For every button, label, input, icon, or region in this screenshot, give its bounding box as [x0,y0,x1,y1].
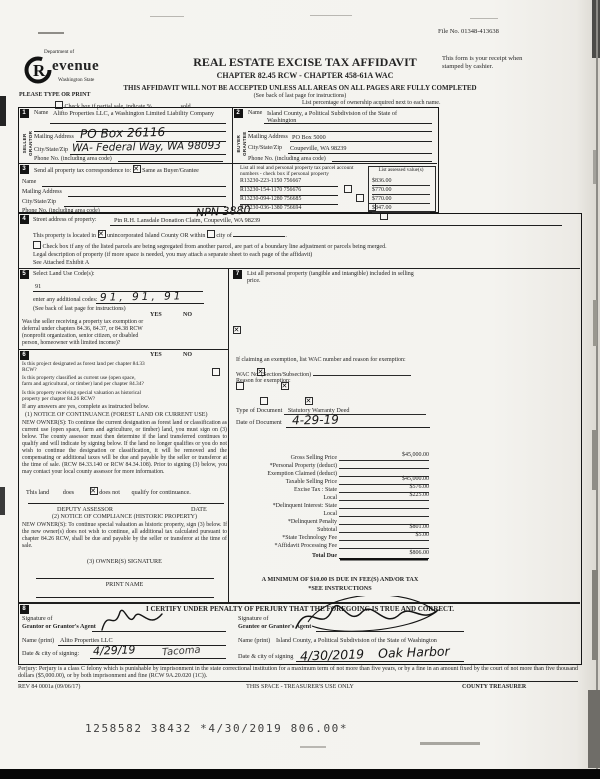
scan-artifact [593,150,596,184]
located-period: . [285,233,287,239]
q3-no-checkbox[interactable] [305,397,313,405]
perjury-paragraph: Perjury: Perjury is a class C felony which is punishable by imprisonment in the state correctional institution for a maximum term of not more than five years, or by a fine in an amount fixed by the court of not more than five thousand dollars ($5,000.00), or by both imprisonment and fine (RCW 9A.20.020 (1C)). [18,666,578,680]
doc-date-line[interactable] [286,427,430,428]
buyer-name-line[interactable] [264,123,432,124]
seller-citystate-line[interactable] [70,154,226,155]
grantor-city-handwritten: Tacoma [161,644,202,659]
does-not-checkbox[interactable] [90,487,98,495]
assessed-value: $770.00 [372,196,430,204]
buyer-phone-label: Phone No. (including area code) [248,156,326,162]
grantee-sig-label-2: Grantee or Grantee's Agent [238,623,312,630]
buyer-citystate-line[interactable] [288,153,432,154]
qualify-does: does [62,489,75,496]
segregated-checkbox[interactable] [33,241,41,249]
no-header: NO [183,312,192,318]
grantee-date-value: 4/30/2019 [299,646,365,664]
qualify-post: qualify for continuance. [131,489,191,496]
city-checkbox[interactable] [207,230,215,238]
columns-divider [228,268,229,602]
grantor-name-line[interactable] [58,645,226,646]
grantee-name-value: Island County, a Political Subdivision of the State of Washington [276,637,437,644]
section-6-number: 6 [20,351,29,360]
doc-date-label: Date of Document [236,419,282,426]
land-use-label: Select Land Use Code(s): [33,271,95,277]
scan-artifact [0,487,5,515]
correspondence-label: Send all property tax correspondence to: [34,168,132,174]
section6-top-rule [18,349,228,350]
scan-artifact [593,300,597,346]
segregated-label: Check box if any of the listed parcels are being segregated from another parcel, are part of a boundary line adjustment or parcels being merged. [42,243,387,250]
money-label: Local [323,511,337,517]
seller-name-label: Name [34,110,49,116]
continuance-paragraph-1: NEW OWNER(S): To continue the current designation as forest land or classification as current use (open space, farm and agriculture, or timber) land, you must sign on (3) below. The county assessor must then determine if the land transferred continues to qualify and will indicate by signing below. If the land no longer qualifies or you do not wish to continue the designation or classification, it will be removed and the compensating or additional taxes will be due and payable by the seller or transferor at the time of sale. (RCW 84.33.140 or RCW 84.34.108). Prior to signing (3) below, you may contact your local county assessor for more information. [22,419,227,475]
deputy-assessor-sign-line[interactable] [28,503,224,504]
money-value[interactable]: $225.00 [339,492,429,501]
grantor-date-label: Date & city of signing: [22,650,80,657]
street-address-handwritten: NPN 3880 [195,203,251,220]
form-title: REAL ESTATE EXCISE TAX AFFIDAVIT [193,55,417,69]
additional-codes-handwritten: 91, 91, 91 [99,290,184,304]
seller-citystate-label: City/State/Zip [34,147,68,153]
wac-number-blank[interactable] [313,368,411,376]
grantee-name-label: Name (print) [238,637,271,644]
buyer-side-label-2: GRANTEE [242,131,248,156]
please-type-note: PLEASE TYPE OR PRINT [19,92,91,98]
parcel-row: R13230-154-1170 756676 [240,187,302,193]
scan-artifact [38,32,64,34]
file-number-line [438,28,499,36]
correspondence-name-label: Name [22,179,37,185]
money-label: *Personal Property (deduct) [269,463,337,469]
parcel-row: R13230-036-1380 756694 [240,205,302,211]
grantor-date-line[interactable] [90,658,226,659]
section-4-number: 4 [20,215,29,224]
footer-rule [18,681,578,682]
correspondence-line [34,165,230,175]
money-label: *Affidavit Processing Fee [274,543,337,549]
doc-type-label: Type of Document [236,407,283,414]
grantee-date-line[interactable] [296,661,464,662]
print-name-label: PRINT NAME [105,581,144,588]
unincorporated-checkbox[interactable] [98,230,106,238]
q3-yes-checkbox[interactable] [260,397,268,405]
minimum-note: A MINIMUM OF $10.00 IS DUE IN FEE(S) AND/OR TAX [261,576,419,583]
buyer-name-label: Name [248,110,263,116]
legal-description-label: Legal description of property (if more space is needed, you may attach a separate sheet to each page of the affidavit) [33,251,313,258]
grantee-city-value: Oak Harbor [377,643,450,661]
section-3-number: 3 [20,165,29,174]
cashier-receipt-stamp: 1258582 38432 *4/30/2019 806.00* [85,722,349,735]
section4-bottom-rule [18,268,580,269]
question-historic: Is this property receiving special valuation as historical property per chapter 84.26 RCW? [22,390,142,403]
receipt-note: This form is your receipt when stamped by cashier. [442,55,523,70]
svg-text:R: R [33,61,46,80]
same-as-buyer-label: Same as Buyer/Grantee [142,168,199,174]
grantee-date-label: Date & city of signing [238,653,294,660]
grantee-signature-line[interactable] [316,631,464,632]
buyer-side-label [236,131,248,156]
buyer-phone-line[interactable] [332,161,432,162]
money-row [238,540,432,549]
section-1-number: 1 [20,109,29,118]
parcel-row: R13230-223-1150 756667 [240,178,302,184]
assessed-value: $847.00 [372,205,430,213]
parcel-personal-checkbox[interactable] [356,194,364,202]
deputy-assessor-label: DEPUTY ASSESSOR [57,505,113,513]
reason-exemption-label: Reason for exemption: [236,378,291,384]
logo-dept-text: Department of [44,49,75,55]
section-7-number: 7 [233,270,242,279]
money-label: Taxable Selling Price [285,479,337,485]
scan-artifact [592,570,598,660]
street-address-value: Ptn R.H. Lansdale Donation Claim, Coupeville, WA 98239 [114,217,261,224]
money-label: Excise Tax : State [294,487,337,493]
money-label: *Delinquent Penalty [287,519,337,525]
money-label: Exemption Claimed (deduct) [267,471,337,477]
seller-side-label-2: GRANTOR [28,130,34,156]
owner-signature-label: (3) OWNER(S) SIGNATURE [87,558,162,565]
additional-codes-line[interactable] [96,303,204,304]
seller-side-label [22,131,34,156]
qualify-does-not: does not [99,489,120,496]
money-value[interactable]: $5.00 [339,532,429,541]
parcels-header: List all real and personal property tax parcel account numbers - check box if personal property [240,165,354,178]
money-value[interactable]: $576.00 [339,484,429,493]
seller-mailing-value: PO Box 26116 [79,124,166,142]
personal-property-label: List all personal property (tangible and intangible) included in selling price. [247,271,414,285]
seller-phone-line[interactable] [118,161,223,162]
buyer-mailing-line[interactable] [290,141,432,142]
buyer-side-label-1: BUYER [236,134,241,153]
scan-artifact [150,16,184,17]
see-instructions-note: *SEE INSTRUCTIONS [308,585,372,592]
street-address-line[interactable] [110,225,562,226]
segregated-line [33,241,573,251]
question-forest-land: Is this project designated as forest land per chapter 84.33 RCW? [22,361,145,374]
legal-description-value: See Attached Exhibit A [33,259,90,266]
seller-mailing-label: Mailing Address [34,134,74,140]
scan-artifact [310,15,352,16]
qualify-line [26,487,191,496]
seller-citystate-value: WA- Federal Way, WA 98093 [71,139,221,155]
grantor-signature-line[interactable] [92,631,226,632]
money-row-total [238,550,432,559]
money-value[interactable]: $45,000.00 [339,476,429,485]
land-use-code: 91 [35,283,42,290]
money-label: Gross Selling Price [290,455,337,461]
additional-codes-label: enter any additional codes: [33,297,98,303]
scan-artifact [0,96,6,126]
buyer-name-line2[interactable] [248,131,432,132]
buyer-citystate-label: City/State/Zip [248,145,282,151]
file-number-value: 01348-413638 [460,28,499,35]
money-value[interactable] [339,540,429,549]
grantor-sig-label-2: Grantor or Grantor's Agent [22,623,96,630]
print-name-line[interactable] [36,597,214,598]
buyer-mailing-label: Mailing Address [248,134,288,140]
ownership-note: List percentage of ownership acquired next to each name. [302,100,441,106]
rev-form-number: REV 84 0001a (09/06/17) [18,684,81,690]
q1-yes-checkbox[interactable] [212,368,220,376]
money-label: Total Due [312,553,337,559]
scan-artifact [420,742,480,745]
certification-statement: I CERTIFY UNDER PENALTY OF PERJURY THAT THE FOREGOING IS TRUE AND CORRECT. [145,605,454,613]
assessed-value: $770.00 [372,187,430,195]
money-label: Local [323,495,337,501]
section-5-number: 5 [20,270,29,279]
continuance-title-1: (1) NOTICE OF CONTINUANCE (FOREST LAND OR CURRENT USE) [25,412,208,418]
money-label: Subtotal [316,527,337,533]
doc-type-value[interactable]: Statutory Warranty Deed [284,407,426,415]
qualify-pre: This land [26,489,50,496]
grantee-signature[interactable] [286,596,448,640]
owner-signature-line[interactable] [36,578,214,579]
correspondence-phone-label: Phone No. (including area code) [22,207,100,214]
exemption-claim-label: If claiming an exemption, list WAC number and reason for exemption: [236,357,406,363]
seller-name-line[interactable] [50,123,226,124]
seller-exemption-no-checkbox[interactable] [233,326,241,334]
county-treasurer-label: COUNTY TREASURER [462,684,527,690]
seller-name-value: Alifto Properties LLC, a Washington Limited Liability Company [53,110,214,117]
scan-artifact [588,690,600,768]
scan-artifact [592,430,597,490]
file-number-label: File No. [438,28,460,35]
money-value[interactable]: $45,000.00 [339,452,429,461]
located-pre: This property is located in [33,233,96,239]
question-current-use: Is this property classified as current use (open space, farm and agricultural, or timber) land per chapter 84.34? [22,375,144,388]
correspondence-citystate-label: City/State/Zip [22,199,56,205]
parcel-personal-checkbox[interactable] [344,185,352,193]
continuance-title-2: (2) NOTICE OF COMPLIANCE (HISTORIC PROPERTY) [51,514,198,520]
warning-line: THIS AFFIDAVIT WILL NOT BE ACCEPTED UNLESS ALL AREAS ON ALL PAGES ARE FULLY COMPLETED [123,84,477,92]
street-address-label: Street address of property: [33,217,97,223]
scan-artifact [300,746,326,748]
grantor-signature[interactable] [98,606,178,634]
same-as-buyer-checkbox[interactable] [133,165,141,173]
doc-date-handwritten: 4-29-19 [291,412,339,428]
unincorporated-label: unincorporated Island County OR within [107,233,206,239]
grantor-name-value: Alito Properties LLC [60,637,113,644]
wac-number-label: WAC No. (Section/Subsection) [236,372,312,378]
seller-phone-label: Phone No. (including area code) [34,156,112,162]
partial-sale-suffix: sold. [180,104,193,110]
correspondence-mailing-label: Mailing Address [22,189,62,195]
land-use-see-back: (See back of last page for instructions) [33,306,126,312]
assessed-values-header: List assessed value(s) [378,167,424,173]
section-2-number: 2 [234,109,243,118]
yes-header: YES [150,312,162,318]
scan-artifact [470,18,498,19]
money-label: *Delinquent Interest: State [272,503,337,509]
partial-sale-label: Check box if partial sale, indicate % [64,104,152,110]
yes-header: YES [150,352,162,358]
no-header: NO [183,352,192,358]
revenue-logo-icon [24,56,52,84]
scan-bottom-bar [0,769,600,779]
continuance-paragraph-2: NEW OWNER(S): To continue special valuation as historic property, sign (3) below. If the new owner(s) does not wish to continue, all additional tax calculated pursuant to chapter 84.26 RCW, shall be due and payable by the seller or transferor at the time of sale. [22,521,227,549]
buyer-name-value: Island County, a Political Subdivision of the State of Washington [267,110,398,125]
logo-state-text: Washington State [58,77,95,83]
city-of-label: city of [216,233,232,239]
money-label: *State Technology Fee [282,535,337,541]
section-8-number: 8 [20,605,29,614]
money-value[interactable]: $801.00 [339,524,429,533]
form-subtitle: CHAPTER 82.45 RCW - CHAPTER 458-61A WAC [216,71,394,80]
grantee-sig-label-1: Signature of [238,615,269,622]
treasurer-space-label: THIS SPACE - TREASURER'S USE ONLY [246,684,354,690]
seller-side-label-1: SELLER [22,133,27,154]
parcel-row: R13230-094-1280 756685 [240,196,302,202]
buyer-citystate-value: Coupeville, WA 98239 [290,145,347,152]
date-label: DATE [191,505,207,513]
grantor-date-handwritten: 4/29/19 [92,643,136,658]
seller-exemption-question: Was the seller receiving a property tax exemption or deferral under chapters 84.36, 84.37, or 84.38 RCW (nonprofit organization, senior citizen, or disabled person, homeowner with limited income)? [22,319,144,347]
correspondence-mailing-line[interactable] [68,196,226,197]
if-yes-note: If any answers are yes, complete as instructed below. [22,404,150,410]
parties-divider [232,107,233,211]
city-of-blank[interactable] [233,229,285,237]
see-back-note: (See back of last page for instructions) [253,92,347,99]
grantor-name-label: Name (print) [22,637,55,644]
logo-revenue-text: evenue [52,58,100,74]
correspondence-name-line[interactable] [42,186,226,187]
grantor-sig-label-1: Signature of [22,615,53,622]
located-line [33,229,287,240]
money-total-value[interactable]: $806.00 [339,550,429,559]
buyer-mailing-value: PO Box 5000 [292,134,326,141]
assessed-value: $836.00 [372,178,430,186]
